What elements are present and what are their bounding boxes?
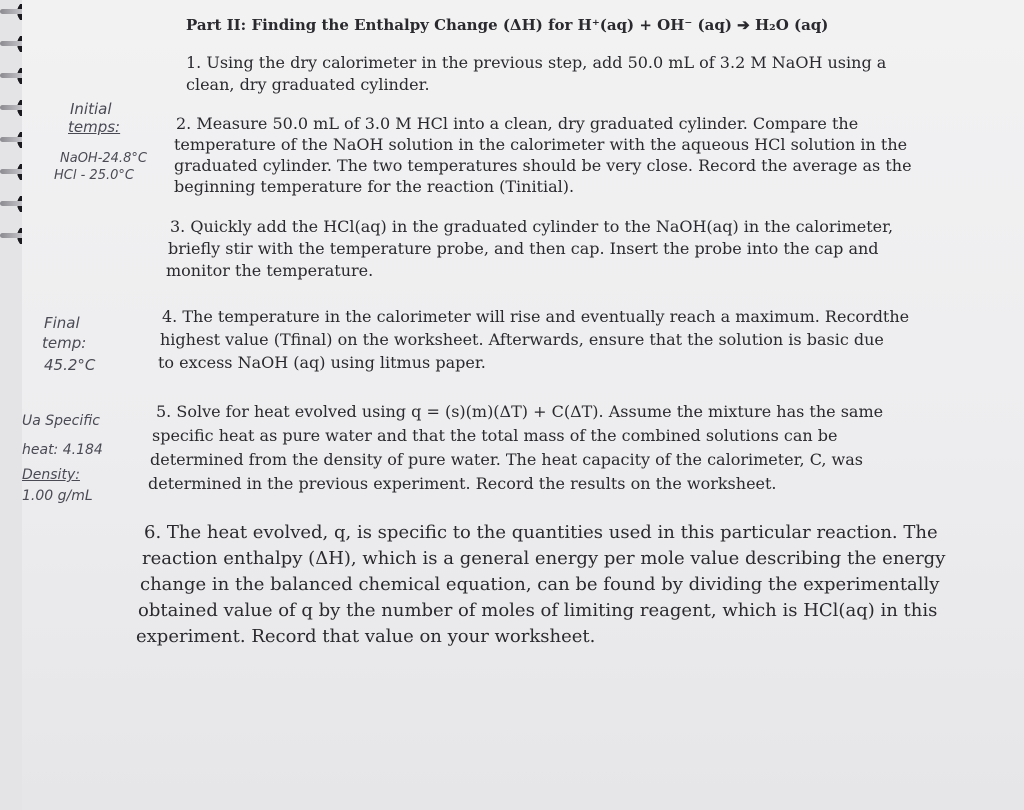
step-5-line-3: determined from the density of pure water. The heat capacity of the calorimeter, C, was	[150, 450, 863, 469]
step-4-line-1: 4. The temperature in the calorimeter will rise and eventually reach a maximum. Recordthe	[162, 307, 910, 326]
note-specific-heat-value: heat: 4.184	[22, 442, 103, 458]
step-2-line-2: temperature of the NaOH solution in the calorimeter with the aqueous HCl solution in the	[174, 135, 908, 154]
step-1-line-2: clean, dry graduated cylinder.	[186, 75, 430, 94]
note-final-label: Final	[44, 314, 80, 332]
step-4-line-3: to excess NaOH (aq) using litmus paper.	[158, 353, 486, 372]
step-2-line-4: beginning temperature for the reaction (Tinitial).	[174, 177, 575, 196]
step-6-line-1: 6. The heat evolved, q, is specific to the quantities used in this particular reaction. The	[144, 522, 938, 543]
step-4-line-2: highest value (Tfinal) on the worksheet. Afterwards, ensure that the solution is basic due	[160, 330, 884, 349]
part-title: Part II: Finding the Enthalpy Change (ΔH) for H⁺(aq) + OH⁻ (aq) ➔ H₂O (aq)	[186, 16, 829, 34]
step-2-line-3: graduated cylinder. The two temperatures should be very close. Record the average as the	[174, 156, 912, 175]
note-initial-temps: temps:	[68, 118, 121, 136]
step-6-line-3: change in the balanced chemical equation, can be found by dividing the experimentally	[140, 574, 940, 595]
step-5-line-2: specific heat as pure water and that the total mass of the combined solutions can be	[152, 426, 838, 445]
note-final-temp-label: temp:	[42, 334, 87, 352]
step-5-line-4: determined in the previous experiment. Record the results on the worksheet.	[148, 474, 777, 493]
step-1-line-1: 1. Using the dry calorimeter in the previous step, add 50.0 mL of 3.2 M NaOH using a	[186, 53, 887, 72]
note-hcl-temp: HCl - 25.0°C	[54, 168, 134, 183]
note-density-label: Density:	[22, 467, 80, 483]
step-2-line-1: 2. Measure 50.0 mL of 3.0 M HCl into a clean, dry graduated cylinder. Compare the	[176, 114, 859, 133]
note-final-temp-value: 45.2°C	[44, 356, 96, 374]
step-3-line-1: 3. Quickly add the HCl(aq) in the graduated cylinder to the NaOH(aq) in the calorimeter,	[170, 217, 894, 236]
step-3-line-3: monitor the temperature.	[166, 261, 374, 280]
step-3-line-2: briefly stir with the temperature probe, and then cap. Insert the probe into the cap and	[168, 239, 879, 258]
note-initial-label: Initial	[70, 100, 112, 118]
step-6-line-5: experiment. Record that value on your worksheet.	[136, 626, 596, 647]
step-6-line-4: obtained value of q by the number of moles of limiting reagent, which is HCl(aq) in this	[138, 600, 938, 621]
note-specific-heat-label: Ua Specific	[22, 413, 100, 429]
note-naoh-temp: NaOH-24.8°C	[60, 151, 147, 166]
note-density-value: 1.00 g/mL	[22, 488, 93, 504]
step-5-line-1: 5. Solve for heat evolved using q = (s)(m)(ΔT) + C(ΔT). Assume the mixture has the same	[156, 402, 884, 421]
step-6-line-2: reaction enthalpy (ΔH), which is a general energy per mole value describing the energy	[142, 548, 946, 569]
worksheet-page	[22, 0, 1024, 810]
